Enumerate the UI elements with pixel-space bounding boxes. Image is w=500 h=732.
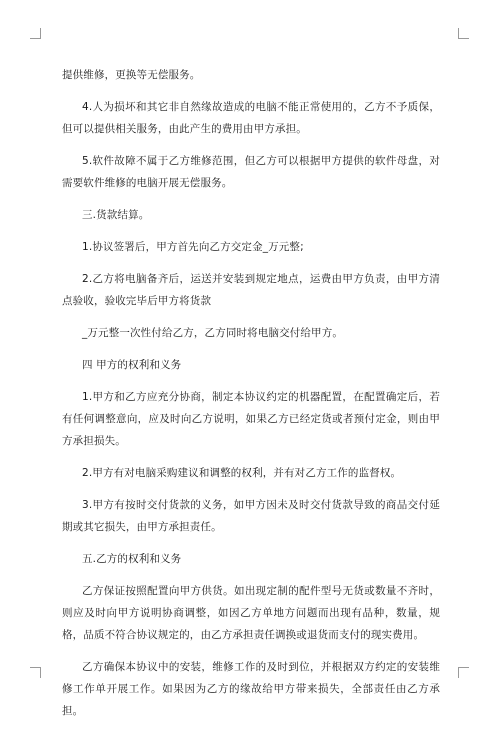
section-heading: 四 甲方的权利和义务	[82, 359, 182, 371]
paragraph: 2.甲方有对电脑采购建议和调整的权利，并有对乙方工作的监督权。	[82, 467, 402, 479]
paragraph: 提供维修，更换等无偿服务。	[62, 69, 201, 81]
crop-mark-top-left	[30, 28, 41, 39]
paragraph: _万元整一次性付给乙方，乙方同时将电脑交付给甲方。	[82, 327, 343, 339]
paragraph: 乙方保证按照配置向甲方供货。如出现定制的配件型号无货或数量不齐时，则应及时向甲方说明协商调整，如因乙方单地方问题而出现有品种，数量，规格，品质不符合协议规定的，由乙方承担责任调换或退货而支付的现实费用。	[62, 585, 440, 641]
crop-mark-bottom-right	[458, 667, 469, 678]
crop-mark-bottom-left	[30, 667, 41, 678]
document-body	[62, 64, 440, 732]
paragraph: 1.协议签署后，甲方首先向乙方交定金_万元整;	[82, 241, 304, 253]
section-heading: 三.货款结算。	[82, 209, 150, 221]
paragraph: 乙方确保本协议中的安装，维修工作的及时到位，并根据双方约定的安装维修工作单开展工作。如果因为乙方的缘故给甲方带来损失，全部责任由乙方承担。	[62, 661, 440, 717]
paragraph: 4.人为损坏和其它非自然缘故造成的电脑不能正常使用的，乙方不予质保，但可以提供相关服务，由此产生的费用由甲方承担。	[62, 101, 440, 135]
paragraph: 2.乙方将电脑备齐后，运送并安装到规定地点，运费由甲方负责，由甲方清点验收，验收完毕后甲方将货款	[62, 273, 440, 307]
paragraph: 5.软件故障不属于乙方维修范围，但乙方可以根据甲方提供的软件母盘，对需要软件维修的电脑开展无偿服务。	[62, 155, 440, 189]
paragraph: 3.甲方有按时交付货款的义务，如甲方因未及时交付货款导致的商品交付延期或其它损失，由甲方承担责任。	[62, 499, 440, 533]
section-heading: 五.乙方的权利和义务	[82, 553, 182, 565]
crop-mark-top-right	[458, 28, 469, 39]
paragraph: 1.甲方和乙方应充分协商，制定本协议约定的机器配置，在配置确定后，若有任何调整意向，应及时向乙方说明，如果乙方已经定货或者预付定金，则由甲方承担损失。	[62, 391, 440, 447]
